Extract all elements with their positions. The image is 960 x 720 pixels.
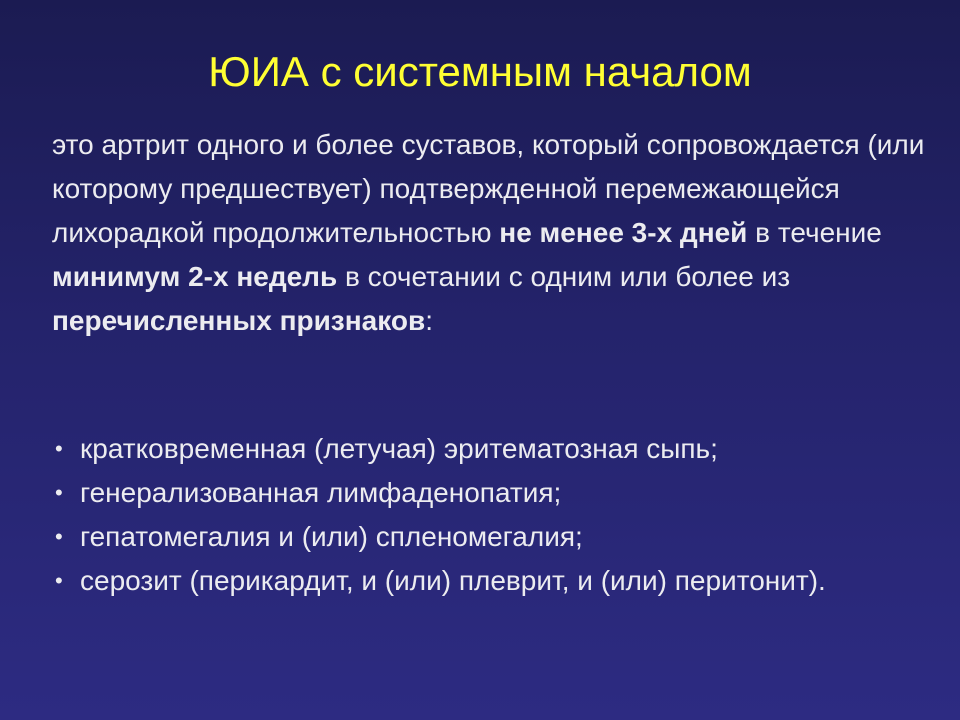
symptom-list xyxy=(52,427,932,603)
bullet-icon: • xyxy=(55,568,63,593)
list-item-text: генерализованная лимфаденопатия; xyxy=(80,477,562,508)
definition-text xyxy=(52,123,932,343)
definition-part-3: в сочетании с одним или более из xyxy=(337,261,791,292)
definition-paragraph xyxy=(52,123,932,343)
list-item xyxy=(52,427,932,471)
bullet-icon: • xyxy=(55,436,63,461)
definition-part-4: : xyxy=(425,305,433,336)
definition-bold-3: перечисленных признаков xyxy=(52,305,426,336)
list-item-text: гепатомегалия и (или) спленомегалия; xyxy=(80,521,583,552)
list-item xyxy=(52,559,932,603)
definition-bold-2: минимум 2-х недель xyxy=(52,261,338,292)
slide-title: ЮИА с системным началом xyxy=(208,48,752,95)
definition-part-1: это артрит одного и более суставов, который сопровождается (или которому предшествует) подтвержденной перемежающейся лихорадкой продолжительностью xyxy=(52,129,925,248)
bullet-icon: • xyxy=(55,524,63,549)
list-item xyxy=(52,515,932,559)
list-item-text: кратковременная (летучая) эритематозная сыпь; xyxy=(80,433,718,464)
list-item xyxy=(52,471,932,515)
definition-part-2: в течение xyxy=(747,217,882,248)
bullet-icon: • xyxy=(55,480,63,505)
definition-bold-1: не менее 3-х дней xyxy=(499,217,748,248)
list-item-text: серозит (перикардит, и (или) плеврит, и (или) перитонит). xyxy=(80,565,826,596)
